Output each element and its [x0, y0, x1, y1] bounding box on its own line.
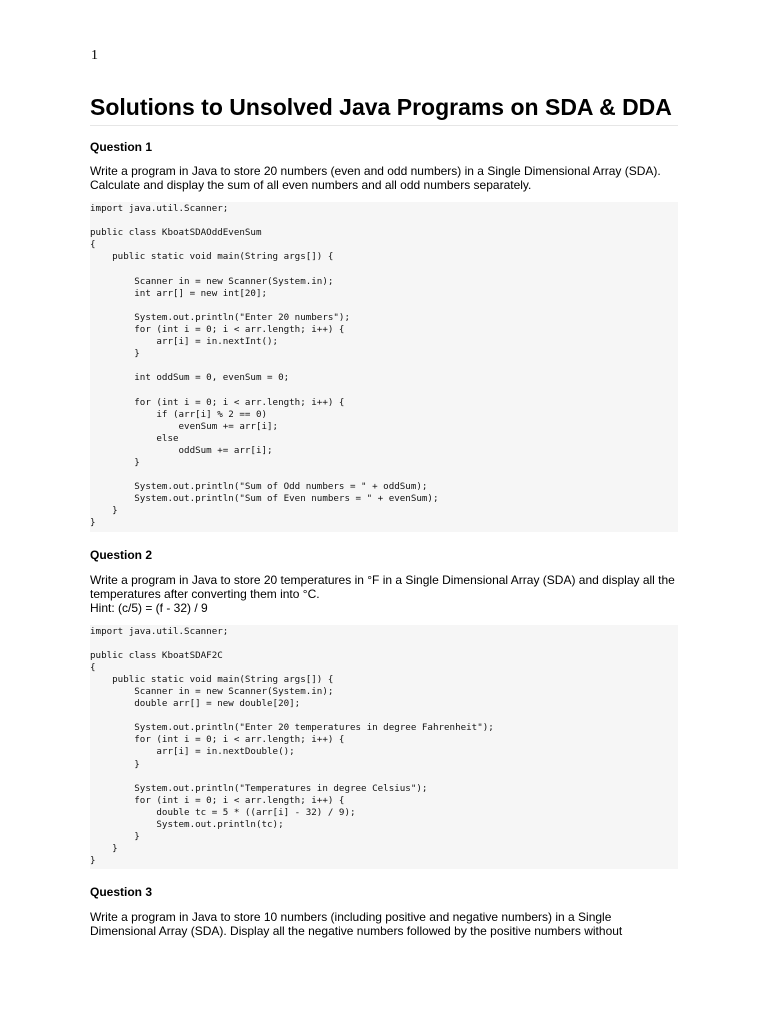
document-content — [90, 92, 678, 938]
question-1-code-block: import java.util.Scanner; public class KboatSDAOddEvenSum { public static void main(String args[]) { Scanner in = new Scanner(System.in); int arr[] = new int[20]; System.out.println("Enter 20 numbers"); for (int i = 0; i < arr.length; i++) { arr[i] = in.nextInt(); } int oddSum = 0, evenSum = 0; for (int i = 0; i < arr.length; i++) { if (arr[i] % 2 == 0) evenSum += arr[i]; else oddSum += arr[i]; } System.out.println("Sum of Odd numbers = " + oddSum); System.out.println("Sum of Even numbers = " + evenSum); } } — [90, 202, 678, 532]
question-3-text: Write a program in Java to store 10 numbers (including positive and negative numbers) in a Single Dimensional Array (SDA). Display all the negative numbers followed by the positive numbers without — [90, 910, 623, 939]
question-2-text: Write a program in Java to store 20 temperatures in °F in a Single Dimensional Array (SDA) and display all the temperatures after converting them into °C. — [90, 572, 675, 601]
question-2-heading: Question 2 — [90, 547, 153, 562]
document-title: Solutions to Unsolved Java Programs on SDA & DDA — [90, 92, 678, 126]
question-2-code-block: import java.util.Scanner; public class KboatSDAF2C { public static void main(String args[]) { Scanner in = new Scanner(System.in); double arr[] = new double[20]; System.out.println("Enter 20 temperatures in degree Fahrenheit"); for (int i = 0; i < arr.length; i++) { arr[i] = in.nextDouble(); } System.out.println("Temperatures in degree Celsius"); for (int i = 0; i < arr.length; i++) { double tc = 5 * ((arr[i] - 32) / 9); System.out.println(tc); } } } — [90, 625, 678, 870]
question-3-heading: Question 3 — [90, 885, 153, 900]
question-1-heading: Question 1 — [90, 140, 153, 154]
page-number: 1 — [91, 48, 98, 63]
question-2-hint: Hint: (c/5) = (f - 32) / 9 — [90, 600, 208, 615]
question-2-body — [90, 573, 678, 615]
question-1-text: Write a program in Java to store 20 numbers (even and odd numbers) in a Single Dimensional Array (SDA). Calculate and display the sum of all even numbers and all odd numbers separately. — [90, 164, 661, 192]
